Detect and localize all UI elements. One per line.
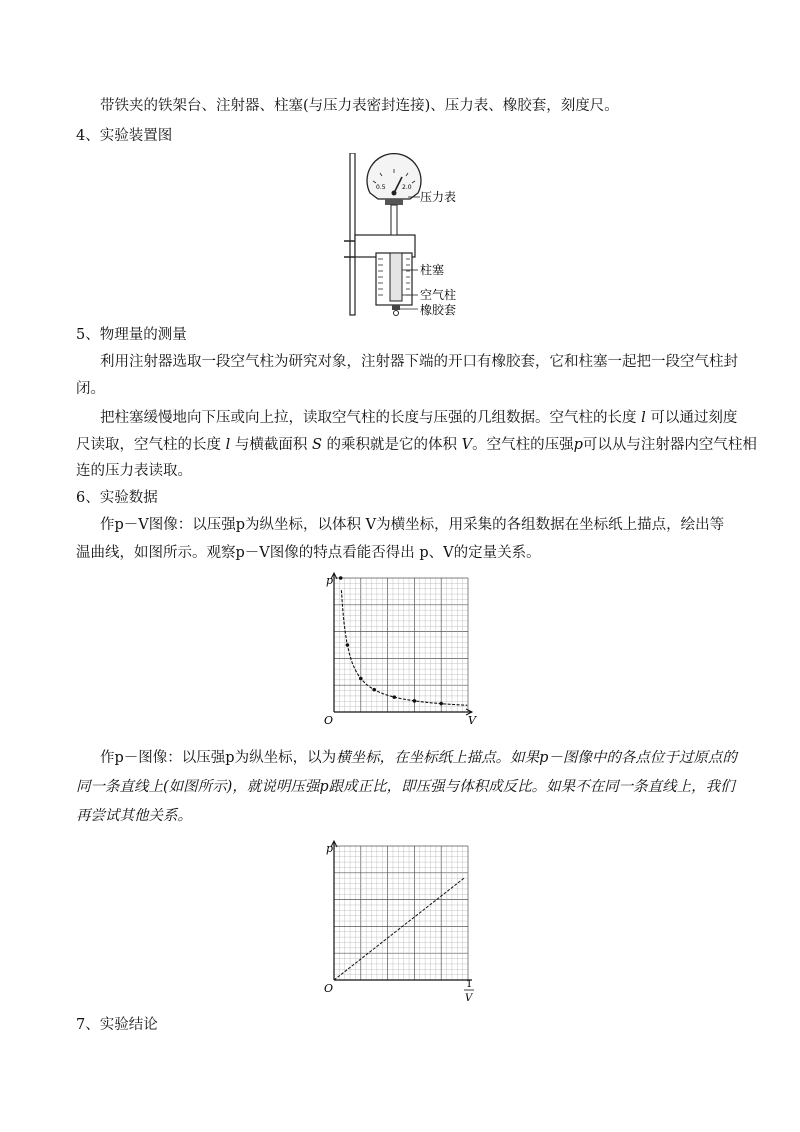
apparatus-diagram — [340, 153, 490, 318]
pv-graph — [320, 570, 480, 728]
syringe — [376, 253, 412, 316]
pv-x-label: V — [468, 714, 476, 727]
data-point — [413, 699, 417, 703]
pinv-x-label-numerator: 1 — [466, 979, 473, 990]
sec5-para2-line2: 尺读取，空气柱的长度 l 与横截面积 S 的乘积就是它的体积 V。空气柱的压强p可以从与注射器内空气柱相 — [76, 437, 757, 453]
p-inverse-v-graph-grid — [334, 846, 468, 980]
gauge-dial-left: 0.5 — [376, 184, 386, 191]
label-plunger: 柱塞 — [420, 263, 445, 277]
section-6-heading: 6、实验数据 — [76, 490, 158, 506]
materials-text: 带铁夹的铁架台、注射器、柱塞(与压力表密封连接)、压力表、橡胶套，刻度尺。 — [100, 98, 619, 114]
data-point — [339, 576, 343, 580]
data-point — [346, 643, 350, 647]
pinv-y-label: p — [326, 842, 334, 855]
pv-graph-grid — [334, 578, 468, 712]
pinv-x-label-denominator: V — [465, 993, 473, 1004]
p-inverse-v-graph — [320, 838, 480, 1006]
proportional-line — [334, 878, 464, 980]
section-4-heading: 4、实验装置图 — [76, 128, 173, 144]
label-pressure-gauge: 压力表 — [420, 190, 457, 204]
sec5-para1-line1: 利用注射器选取一段空气柱为研究对象，注射器下端的开口有橡胶套，它和柱塞一起把一段空气柱封 — [100, 354, 738, 370]
pv-y-label: p — [326, 574, 334, 587]
data-point — [439, 702, 443, 706]
sec6-para1-line1: 作p－V图像：以压强p为纵坐标，以体积 V为横坐标，用采集的各组数据在坐标纸上描点，绘出等 — [100, 517, 725, 533]
pressure-gauge — [367, 154, 421, 235]
gauge-dial-right: 2.0 — [402, 184, 412, 191]
data-point — [393, 695, 397, 699]
pinv-origin-label: O — [324, 982, 334, 995]
sec6-para2-line2: 同一条直线上(如图所示)，就说明压强p跟成正比，即压强与体积成反比。如果不在同一条直线上，我们 — [76, 779, 735, 795]
data-point — [359, 677, 363, 681]
section-5-heading: 5、物理量的测量 — [76, 327, 187, 343]
sec6-para1-line2: 温曲线，如图所示。观察p－V图像的特点看能否得出 p、V的定量关系。 — [76, 545, 541, 561]
pv-origin-label: O — [324, 714, 334, 727]
sec5-para2-line1: 把柱塞缓慢地向下压或向上拉，读取空气柱的长度与压强的几组数据。空气柱的长度 l 可以通过刻度 — [100, 410, 738, 426]
sec6-para2-line3: 再尝试其他关系。 — [76, 808, 192, 824]
sec5-para2-line3: 连的压力表读取。 — [76, 463, 192, 479]
section-7-heading: 7、实验结论 — [76, 1017, 158, 1033]
label-air-column: 空气柱 — [420, 288, 457, 302]
label-rubber-cap: 橡胶套 — [420, 303, 457, 317]
sec6-para2-line1: 作p－图像：以压强p为纵坐标，以为横坐标，在坐标纸上描点。如果p－图像中的各点位于过原点的 — [100, 750, 737, 766]
data-point — [372, 688, 376, 692]
sec5-para1-line2: 闭。 — [76, 381, 105, 397]
